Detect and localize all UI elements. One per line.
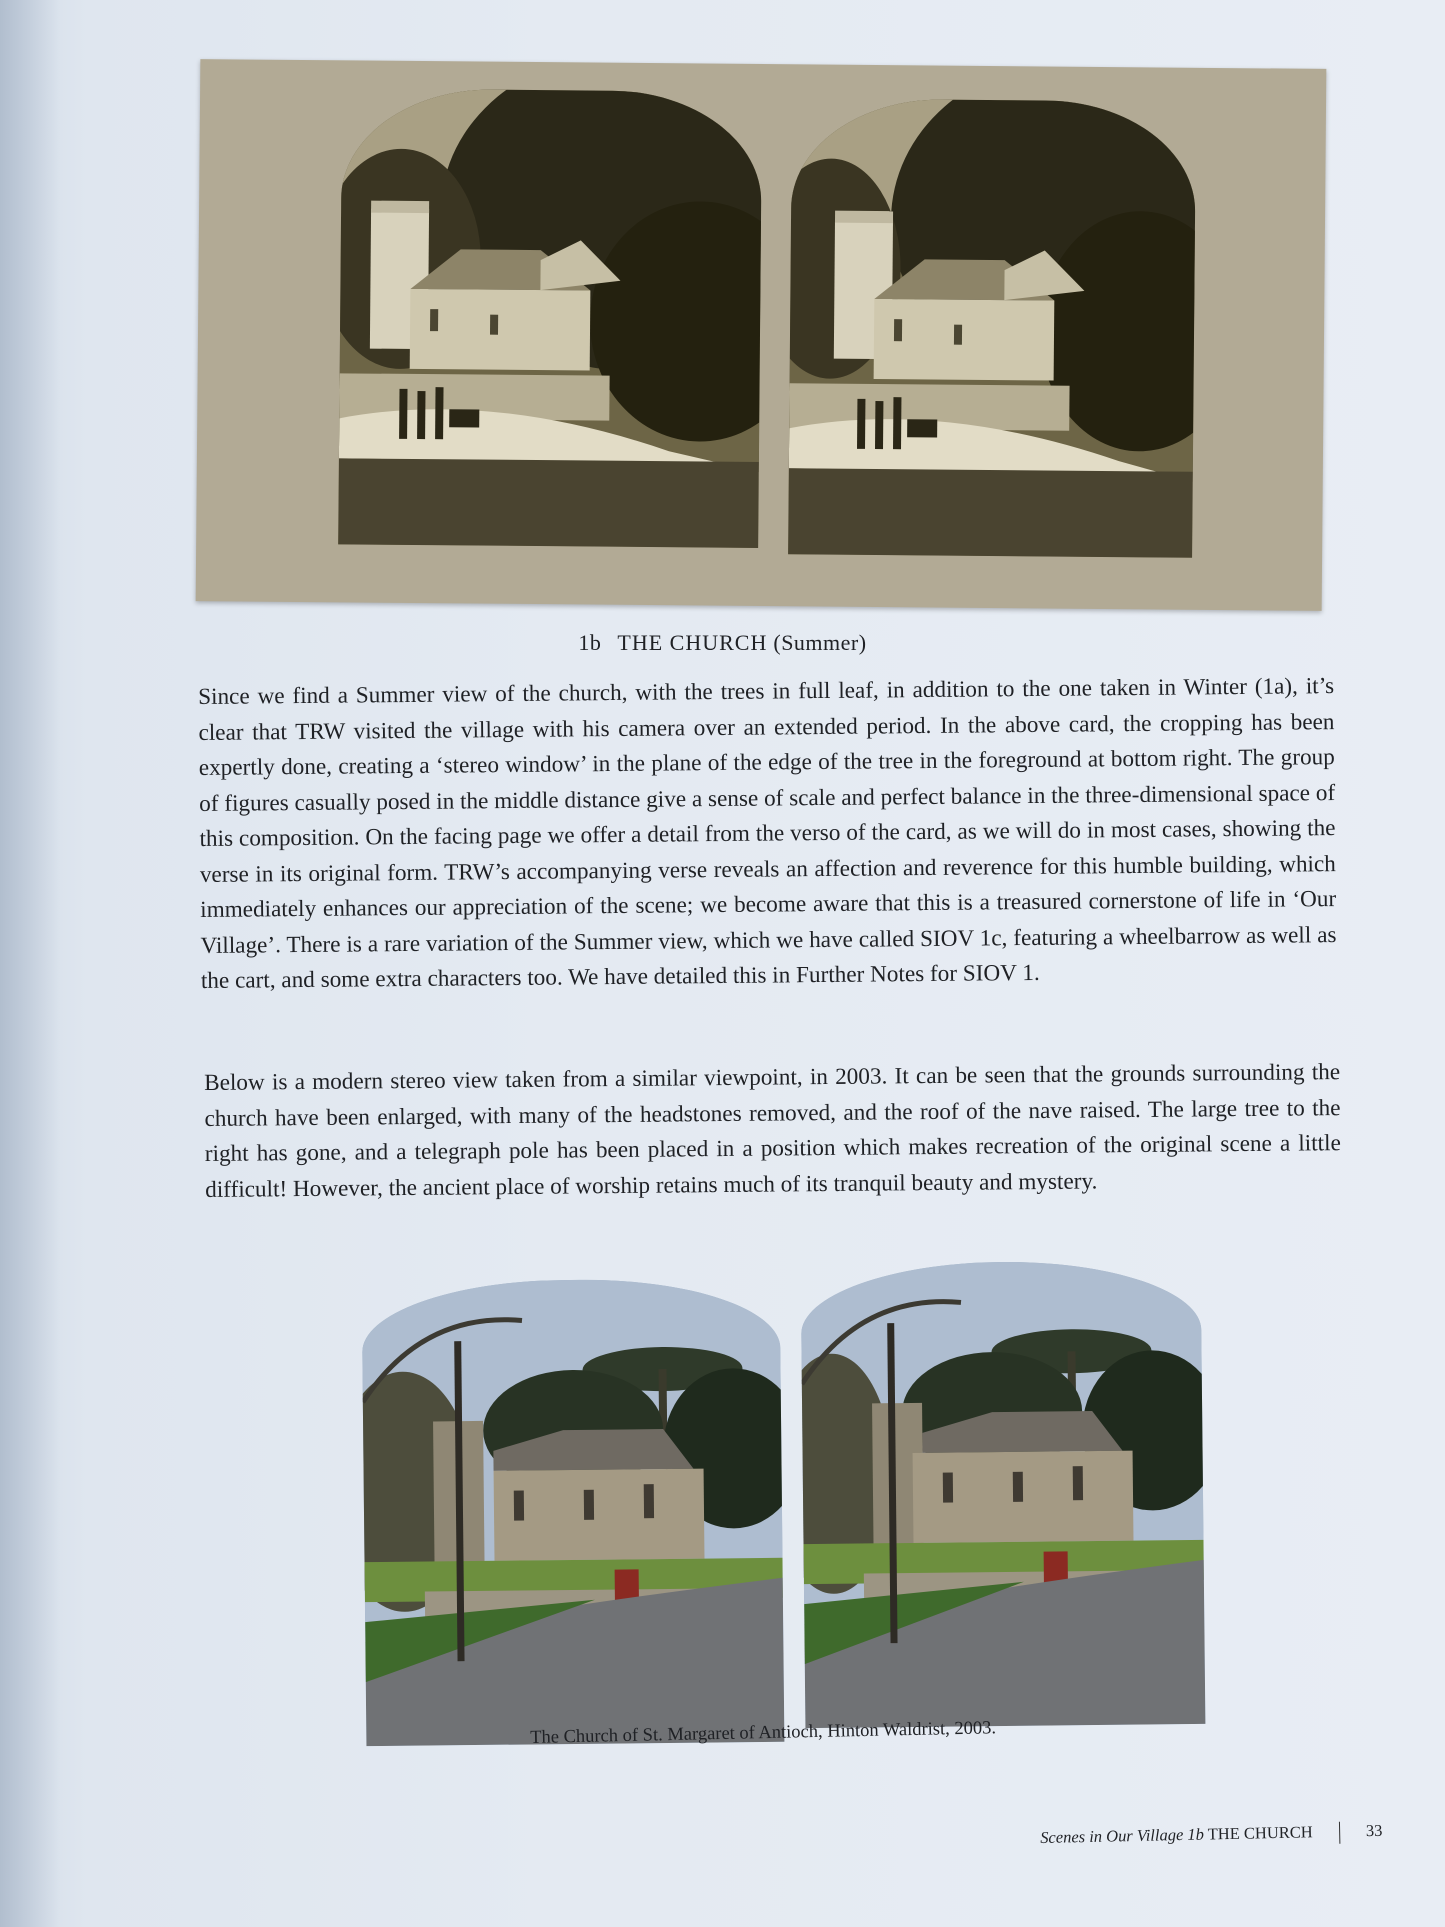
vintage-church-photo-right bbox=[788, 98, 1196, 558]
figure-caption bbox=[0, 630, 1445, 656]
vintage-stereo-card bbox=[196, 59, 1327, 611]
page-number: 33 bbox=[1365, 1820, 1383, 1841]
body-paragraph-2: Below is a modern stereo view taken from a similar viewpoint, in 2003. It can be seen that the grounds surrounding the church have been enlarged, with many of the headstones removed, and the roof of the nave raised. The large tree to the right has gone, and a telegraph pole has been placed in a position which makes recreation of the original scene a little difficult! However, the ancient place of worship retains much of its tranquil beauty and mystery. bbox=[204, 1059, 1341, 1203]
modern-church-photo-left bbox=[362, 1278, 785, 1746]
spine-shadow bbox=[0, 0, 60, 1927]
modern-church-photo-right bbox=[801, 1260, 1206, 1728]
figure-number: 1b bbox=[578, 630, 602, 655]
running-section: THE CHURCH bbox=[1207, 1822, 1313, 1844]
footer-divider bbox=[1339, 1822, 1340, 1844]
page-footer bbox=[1040, 1820, 1420, 1850]
vintage-church-photo-left bbox=[338, 88, 762, 548]
body-paragraph-1: Since we find a Summer view of the church, with the trees in full leaf, in addition to the one taken in Winter (1a), it’s clear that TRW visited the village with his camera over an extended period. In the above card, the cropping has been expertly done, creating a ‘stereo window’ in the plane of the edge of the tree in the foreground at bottom right. The group of figures casually posed in the middle distance give a sense of scale and perfect balance in the three-dimensional space of this composition. On the facing page we offer a detail from the verso of the card, as we will do in most cases, showing the verse in its original form. TRW’s accompanying verse reveals an affection and reverence for this humble building, which immediately enhances our appreciation of the scene; we become aware that this is a treasured cornerstone of life in ‘Our Village’. There is a rare variation of the Summer view, which we have called SIOV 1c, featuring a wheelbarrow as well as the cart, and some extra characters too. We have detailed this in Further Notes for SIOV 1. bbox=[198, 673, 1337, 994]
modern-photo-caption: The Church of St. Margaret of Antioch, Hinton Waldrist, 2003. bbox=[530, 1718, 997, 1748]
figure-title: THE CHURCH bbox=[617, 630, 768, 655]
figure-season: (Summer) bbox=[773, 630, 867, 655]
running-title: Scenes in Our Village 1b bbox=[1040, 1824, 1205, 1847]
